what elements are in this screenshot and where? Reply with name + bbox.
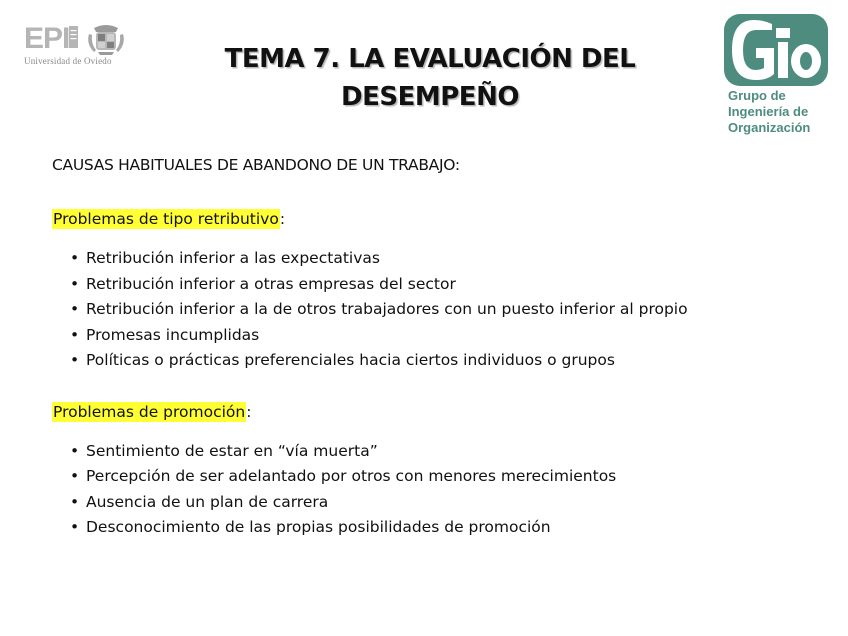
epi-logo-icon (24, 22, 82, 52)
list-item (52, 464, 812, 490)
bullet-icon: • (70, 351, 80, 369)
list-item-text: Retribución inferior a las expectativas (86, 249, 380, 267)
title-line-1: TEMA 7. LA EVALUACIÓN DEL (224, 44, 636, 74)
gio-name-line-1: Grupo de (728, 88, 786, 103)
university-name: Universidad de Oviedo (24, 56, 112, 66)
university-crest-icon (86, 22, 126, 56)
list-item (52, 490, 812, 516)
list-item-text: Desconocimiento de las propias posibilidades de promoción (86, 518, 551, 536)
list-item-text: Promesas incumplidas (86, 325, 260, 344)
epi-mark-text: EPI (24, 22, 70, 52)
section-heading-text: Problemas de tipo retributivo (53, 210, 279, 228)
bullet-icon: • (70, 492, 80, 511)
gio-logo (722, 14, 834, 144)
bullet-icon: • (70, 249, 80, 267)
epi-uniovi-logo (24, 22, 134, 67)
intro-heading: CAUSAS HABITUALES DE ABANDONO DE UN TRABAJO: (52, 156, 460, 174)
bullet-icon: • (70, 325, 80, 344)
gio-logo-icon (724, 14, 828, 86)
list-item-text: Percepción de ser adelantado por otros con menores merecimientos (86, 467, 617, 485)
list-item (52, 323, 812, 349)
list-item-text: Ausencia de un plan de carrera (86, 492, 329, 511)
bullet-icon: • (70, 300, 80, 318)
slide-content (52, 152, 812, 541)
bullet-icon: • (70, 441, 80, 460)
list-item-text: Sentimiento de estar en “vía muerta” (86, 441, 378, 460)
promocion-list (52, 439, 812, 541)
bullet-icon: • (70, 274, 80, 293)
list-item-text: Retribución inferior a la de otros trabajadores con un puesto inferior al propio (86, 300, 688, 318)
title-line-2: DESEMPEÑO (341, 82, 519, 112)
gio-group-name (728, 88, 810, 136)
section-heading-retributivo (52, 206, 812, 232)
list-item (52, 297, 812, 323)
bullet-icon: • (70, 518, 80, 536)
list-item (52, 272, 812, 298)
gio-name-line-2: Ingeniería de (728, 104, 809, 119)
section-heading-text: Problemas de promoción (53, 402, 246, 421)
list-item-text: Políticas o prácticas preferenciales hacia ciertos individuos o grupos (86, 351, 615, 369)
section-heading-suffix: : (246, 402, 252, 421)
section-heading-suffix: : (279, 210, 286, 228)
list-item (52, 439, 812, 465)
gio-name-line-3: Organización (728, 120, 811, 135)
list-item (52, 246, 812, 272)
page-title (180, 40, 680, 116)
section-heading-promocion (52, 399, 812, 425)
retributivo-list (52, 246, 812, 374)
bullet-icon: • (70, 467, 80, 485)
list-item (52, 515, 812, 541)
list-item (52, 348, 812, 374)
list-item-text: Retribución inferior a otras empresas del sector (86, 274, 456, 293)
